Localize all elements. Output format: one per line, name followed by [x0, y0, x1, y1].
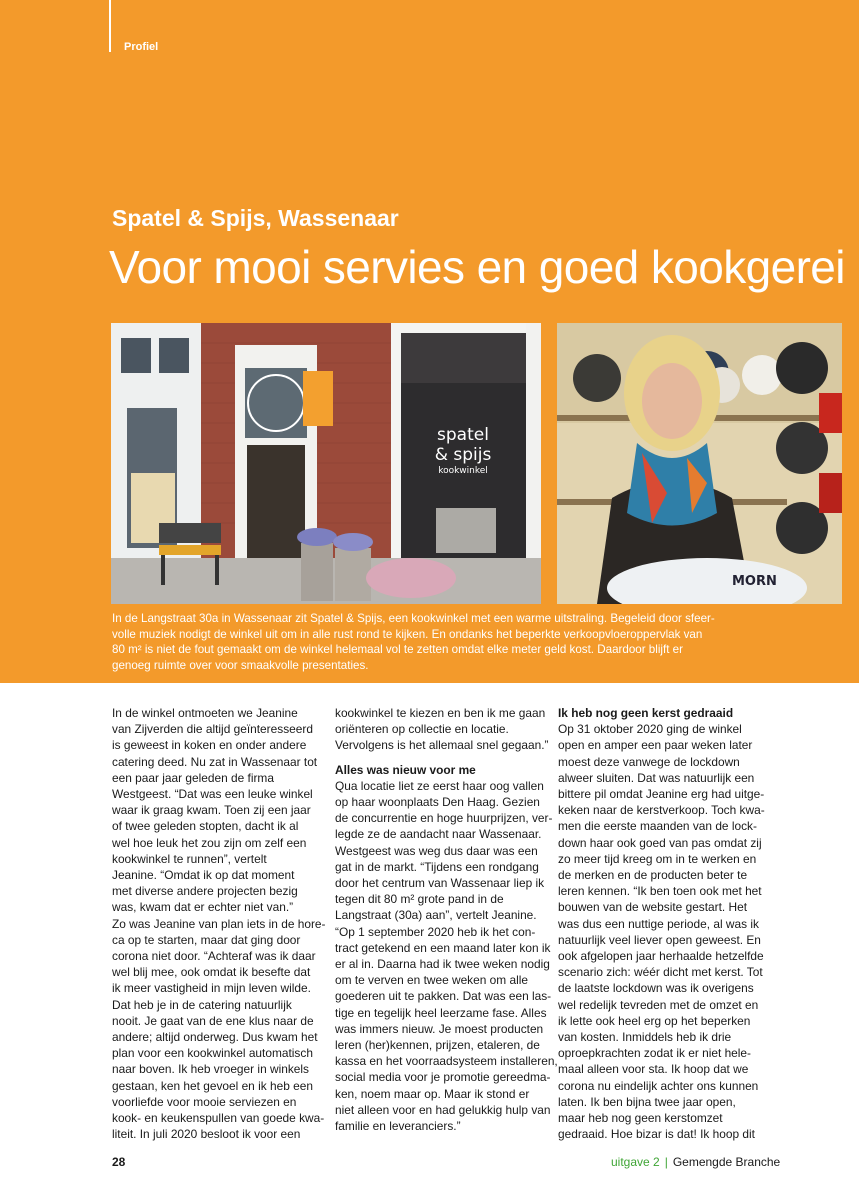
text-line: goederen uit te pakken. Dat was een las-	[335, 989, 552, 1004]
page-number: 28	[112, 1155, 126, 1169]
text-line: andere; altijd onderweg. Dus kwam het	[112, 1030, 318, 1045]
caption-line: 80 m² is niet de fout gemaakt om de winkel helemaal vol te zetten omdat elke meter geld kost. Daardoor blijft er	[112, 643, 683, 657]
text-line: open en amper een paar weken later	[558, 738, 753, 753]
text-line: gat in de markt. “Tijdens een rondgang	[335, 859, 539, 874]
caption-line: genoeg ruimte over voor smaakvolle presentaties.	[112, 658, 369, 672]
text-line: kook- en keukenspullen van goede kwa-	[112, 1111, 325, 1126]
article-column-1	[112, 705, 326, 1142]
text-line: liteit. In juli 2020 besloot ik voor een	[112, 1127, 301, 1142]
text-line: was immers nieuw. Je moest producten	[335, 1021, 544, 1036]
text-line: wel blij mee, ook omdat ik besefte dat	[112, 965, 311, 980]
text-line: van Zijverden die altijd geïnteresseerd	[112, 722, 313, 737]
text-line: Westgeest. “Dat was een leuke winkel	[112, 787, 313, 802]
text-line: ca op te starten, maar dat ging door	[112, 932, 301, 947]
text-line: ook afgelopen jaar herhaalde hetzelfde	[558, 949, 764, 964]
text-line: natuurlijk veel liever open geweest. En	[558, 932, 761, 947]
section-label: Profiel	[124, 41, 159, 53]
storefront-photo	[111, 323, 541, 604]
text-line: zo meer tijd kreeg om in te werken en	[558, 851, 757, 866]
text-line: tegen dit 80 m² grote pand in de	[335, 892, 504, 907]
text-line: moest deze vanwege de lockdown	[558, 754, 740, 769]
bowl-text: MORN	[732, 574, 777, 589]
text-line: scenario zich: wéér dicht met kerst. Tot	[558, 965, 763, 980]
text-line: tige en tegelijk heel leerzame fase. Alles	[335, 1005, 547, 1020]
text-line: Zo was Jeanine van plan iets in de hore-	[112, 916, 326, 931]
text-line: de merken en de producten beter te	[558, 868, 748, 883]
text-line: gedraaid. Hoe bizar is dat! Ik hoop dit	[558, 1127, 755, 1142]
text-line: was dus een nuttige periode, al was ik	[558, 916, 759, 931]
text-line: op haar woonplaats Den Haag. Gezien	[335, 795, 540, 810]
text-line: alweer sluiten. Dat was natuurlijk een	[558, 770, 755, 785]
photo-caption	[112, 611, 762, 673]
text-line: was, kwam dat er echter niet van.”	[112, 900, 294, 915]
text-line: voorliefde voor mooie serviezen en	[112, 1094, 297, 1109]
text-line: Westgeest was weg dus daar was een	[335, 843, 538, 858]
text-line: down haar ook goed van pas omdat zij	[558, 835, 762, 850]
text-line: wel hoe leuk het zou zijn om zelf een	[112, 835, 307, 850]
text-line: Op 31 oktober 2020 ging de winkel	[558, 722, 742, 737]
text-line: Langstraat (30a) aan”, vertelt Jeanine.	[335, 908, 537, 923]
text-line: is geweest in koken en onder andere	[112, 738, 307, 753]
text-line: In de winkel ontmoeten we Jeanine	[112, 706, 298, 720]
text-line: kassa en het voorraadsysteem installeren,	[335, 1054, 558, 1069]
article-headline: Voor mooi servies en goed kookgerei	[109, 241, 845, 293]
text-line: catering deed. Nu zat in Wassenaar tot	[112, 754, 318, 769]
text-line: gestaan, ken het gevoel en ik heb een	[112, 1078, 313, 1093]
article-column-2	[335, 705, 558, 1134]
caption-line: volle muziek nodigt de winkel uit om in alle rust rond te kijken. En ondanks het beperkte verkoopvloeroppervlak van	[112, 627, 703, 641]
text-line: Vervolgens is het allemaal snel gegaan.”	[335, 738, 549, 753]
text-line: naar boven. Ik heb vroeger in winkels	[112, 1062, 309, 1077]
text-line: ik meer vastigheid in mijn leven wilde.	[112, 981, 311, 996]
footer-issue: uitgave 2	[611, 1155, 660, 1169]
text-line: “Op 1 september 2020 heb ik het con-	[335, 924, 536, 939]
footer-magazine: Gemengde Branche	[672, 1155, 781, 1169]
text-line: kookwinkel te runnen”, vertelt	[112, 851, 267, 866]
sign-line-2: & spijs	[434, 445, 492, 465]
sign-line-1: spatel	[437, 425, 489, 445]
text-line: Jeanine. “Omdat ik op dat moment	[112, 868, 295, 883]
text-line: met diverse andere projecten bezig	[112, 884, 298, 899]
article-column-3	[558, 705, 768, 1142]
text-line: of twee geleden stopten, dacht ik al	[112, 819, 299, 834]
text-line: bouwen van de website gestart. Het	[558, 900, 748, 915]
text-line: oriënteren op collectie en locatie.	[335, 722, 509, 737]
article-kicker: Spatel & Spijs, Wassenaar	[112, 205, 399, 231]
text-line: maal alleen voor sta. Ik hoop dat we	[558, 1062, 749, 1077]
text-line: laten. Ik ben bijna twee jaar open,	[558, 1094, 736, 1109]
text-line: social media voor je promotie gereedma-	[335, 1070, 551, 1085]
text-line: leren (her)kennen, prijzen, etaleren, de	[335, 1038, 540, 1053]
text-line: de laatste lockdown was ik overigens	[558, 981, 754, 996]
text-line: familie en leveranciers.”	[335, 1119, 461, 1134]
text-line: legde ze de aandacht naar Wassenaar.	[335, 827, 542, 842]
sign-line-3: kookwinkel	[438, 466, 488, 476]
text-line: om te verven en twee weken om alle	[335, 973, 528, 988]
portrait-photo	[557, 323, 842, 604]
subheading: Alles was nieuw voor me	[335, 762, 476, 777]
text-line: leren kennen. “Ik ben toen ook met het	[558, 884, 762, 899]
text-line: corona nu eindelijk achter ons kunnen	[558, 1078, 759, 1093]
text-line: een paar jaar geleden de firma	[112, 770, 274, 785]
text-line: Qua locatie liet ze eerst haar oog vallen	[335, 778, 544, 793]
footer-publication	[611, 1155, 780, 1169]
text-line: maar heb nog geen kerstomzet	[558, 1111, 723, 1126]
text-line: de concurrentie en hoge huurprijzen, ver-	[335, 811, 553, 826]
text-line: keken naar de kerstverkoop. Toch kwa-	[558, 803, 765, 818]
text-line: plan voor een kookwinkel automatisch	[112, 1046, 313, 1061]
text-line: wel redelijk tevreden met de omzet en	[558, 997, 759, 1012]
text-line: kookwinkel te kiezen en ben ik me gaan	[335, 706, 546, 720]
text-line: er al in. Daarna had ik twee weken nodig	[335, 957, 550, 972]
text-line: corona niet door. “Achteraf was ik daar	[112, 949, 316, 964]
paragraph-gap	[335, 754, 545, 762]
subheading: Ik heb nog geen kerst gedraaid	[558, 706, 734, 720]
text-line: oproepkrachten zodat ik er niet hele-	[558, 1046, 752, 1061]
text-line: van kosten. Inmiddels heb ik drie	[558, 1030, 732, 1045]
text-line: nooit. Je gaat van de ene klus naar de	[112, 1013, 314, 1028]
text-line: niet alleen voor en had gelukkig hulp van	[335, 1102, 551, 1117]
text-line: tract getekend en een maand later kon ik	[335, 940, 551, 955]
section-rule	[109, 0, 111, 52]
footer-separator: |	[664, 1155, 668, 1169]
text-line: bittere pil omdat Jeanine erg had uitge-	[558, 787, 765, 802]
caption-line: In de Langstraat 30a in Wassenaar zit Spatel & Spijs, een kookwinkel met een warme uitstraling. Begeleid door sfeer-	[112, 612, 715, 625]
text-line: ik lette ook heel erg op het beperken	[558, 1013, 751, 1028]
text-line: Dat heb je in de catering natuurlijk	[112, 997, 292, 1012]
text-line: waar ik graag kwam. Toen zij een jaar	[112, 803, 311, 818]
text-line: ken, noem maar op. Maar ik stond er	[335, 1086, 530, 1101]
text-line: men die eerste maanden van de lock-	[558, 819, 757, 834]
text-line: door het centrum van Wassenaar liep ik	[335, 876, 545, 891]
